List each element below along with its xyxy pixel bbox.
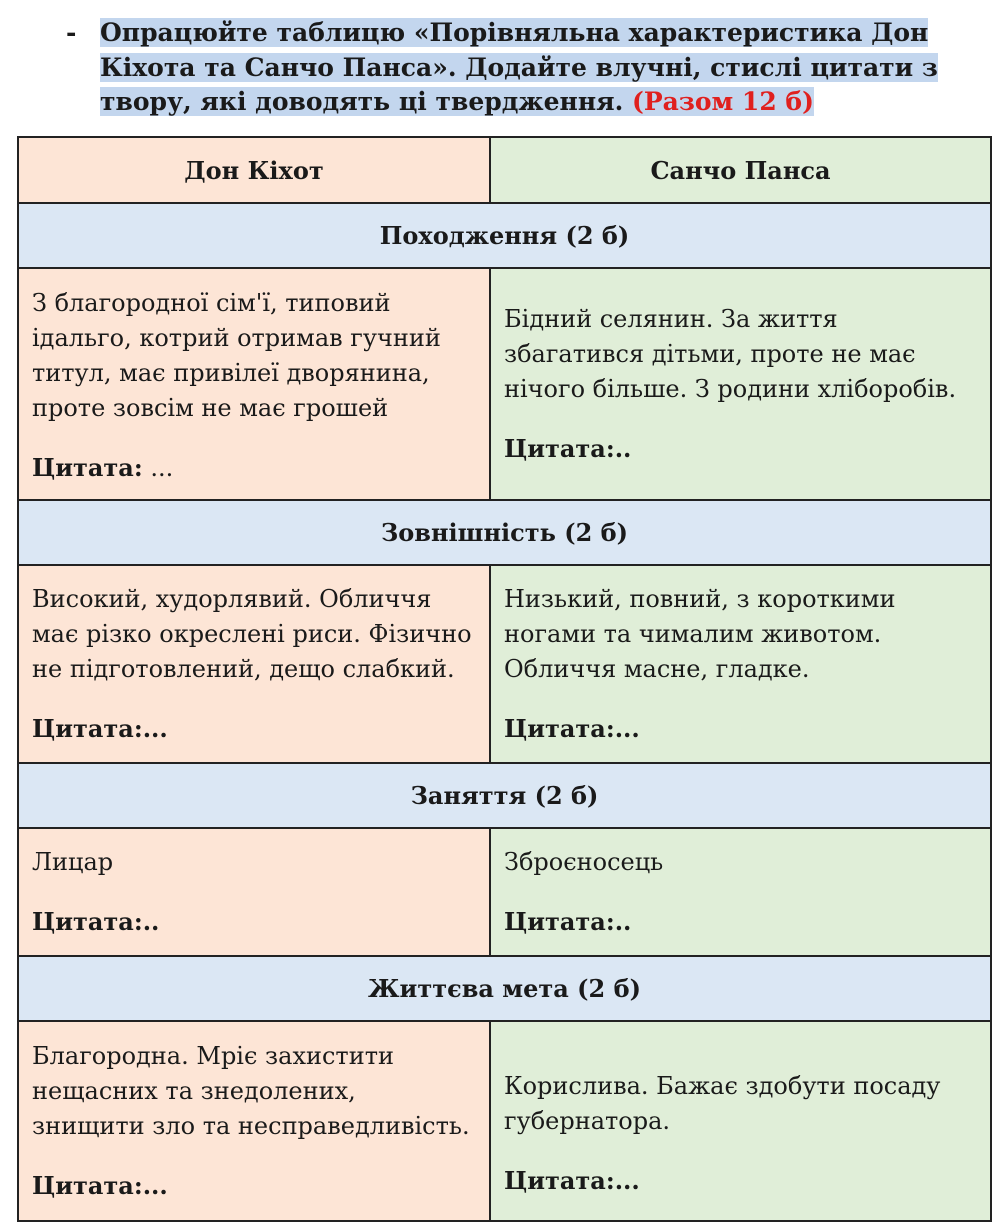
quote-label: Цитата:...: [504, 714, 640, 743]
table-row: [18, 565, 991, 763]
task-points: (Разом 12 б): [632, 87, 814, 116]
section-title-life-goal: Життєва мета (2 б): [18, 956, 991, 1021]
sancho-origin-cell: [490, 268, 991, 500]
sancho-occupation-cell: [490, 828, 991, 956]
header-sancho-panza: Санчо Панса: [490, 137, 991, 203]
quote-label: Цитата:..: [32, 907, 160, 936]
sancho-life-goal-text: Корислива. Бажає здобути посаду губернатора.: [504, 1071, 941, 1135]
table-header-row: [18, 137, 991, 203]
section-title-appearance: Зовнішність (2 б): [18, 500, 991, 565]
quote-label: Цитата:...: [32, 1171, 168, 1200]
section-row: [18, 203, 991, 268]
section-row: [18, 763, 991, 828]
don-appearance-text: Високий, худорлявий. Обличчя має різко окреслені риси. Фізично не підготовлений, дещо слабкий.: [32, 585, 472, 683]
section-title-occupation: Заняття (2 б): [18, 763, 991, 828]
sancho-appearance-text: Низький, повний, з короткими ногами та чималим животом. Обличчя масне, гладке.: [504, 585, 896, 683]
table-row: [18, 828, 991, 956]
table-row: [18, 268, 991, 500]
don-appearance-cell: [18, 565, 490, 763]
table-row: [18, 1021, 991, 1221]
don-origin-text: З благородної сім'ї, типовий ідальго, котрий отримав гучний титул, має привілеї дворянина, проте зовсім не має грошей: [32, 289, 441, 422]
section-title-origin: Походження (2 б): [18, 203, 991, 268]
don-origin-cell: [18, 268, 490, 500]
quote-label: Цитата: ...: [32, 453, 174, 482]
comparison-table: [17, 136, 992, 1222]
don-occupation-cell: [18, 828, 490, 956]
sancho-origin-text: Бідний селянин. За життя збагатився дітьми, проте не має нічого більше. З родини хліборобів.: [504, 305, 957, 403]
list-bullet: -: [66, 18, 77, 47]
don-life-goal-cell: [18, 1021, 490, 1221]
section-row: [18, 956, 991, 1021]
task-text-block: [100, 16, 962, 120]
quote-label: Цитата:..: [504, 907, 632, 936]
quote-label: Цитата:...: [504, 1165, 640, 1195]
don-life-goal-text: Благородна. Мріє захистити нещасних та знедолених, знищити зло та несправедливість.: [32, 1042, 470, 1140]
quote-label: Цитата:..: [504, 434, 632, 463]
sancho-appearance-cell: [490, 565, 991, 763]
quote-label: Цитата:...: [32, 714, 168, 743]
sancho-life-goal-cell: [490, 1021, 991, 1221]
header-don-quixote: Дон Кіхот: [18, 137, 490, 203]
sancho-occupation-text: Зброєносець: [504, 848, 664, 876]
section-row: [18, 500, 991, 565]
don-occupation-text: Лицар: [32, 848, 114, 876]
task-instruction: [62, 16, 962, 120]
task-text: Опрацюйте таблицю «Порівняльна характеристика Дон Кіхота та Санчо Панса». Додайте влучні, стислі цитати з твору, які доводять ці твердження.: [100, 18, 938, 116]
